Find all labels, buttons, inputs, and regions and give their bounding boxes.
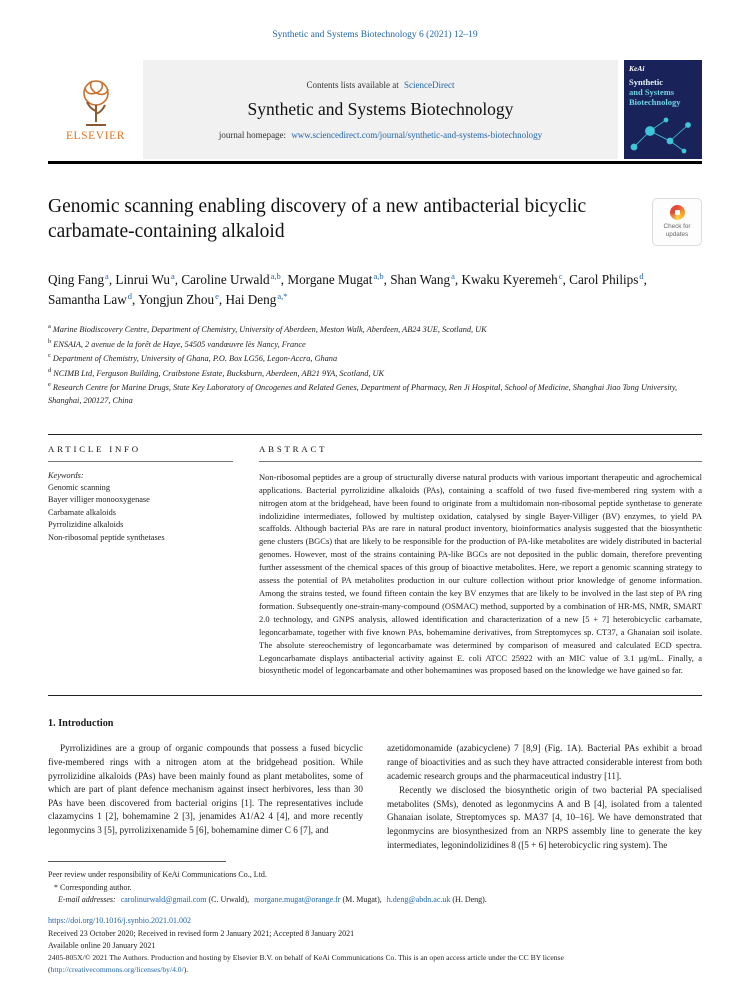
email-owner: (C. Urwald), [208,894,250,904]
affiliation-letter: a [48,322,51,330]
author [181,272,287,287]
email-owner: (M. Mugat), [342,894,382,904]
author-name: Shan Wang [390,271,451,287]
affiliation-line [48,337,702,352]
copyright-suffix: ). [183,965,189,975]
author [48,272,115,287]
cover-title-line2: and Systems [629,87,675,98]
author [461,272,569,287]
affiliation-sup: d [127,290,132,301]
email-link[interactable]: h.deng@abdn.ac.uk [386,894,451,904]
journal-reference-line [48,30,702,40]
affiliation-sup: a [451,270,455,281]
article-info-rule [48,461,233,462]
author-name: Linrui Wu [115,271,170,287]
corresponding-author-note: * Corresponding author. [54,882,132,892]
contents-lists-text: Contents lists available at [306,79,399,90]
author-name: Yongjun Zhou [138,292,215,308]
author [138,292,225,307]
introduction-paragraph: Recently we disclosed the biosynthetic origin of two bacterial PA specialised metabolites (SMs), denoted as legonmycins A and B [4], isolated from a talented Ghanaian isolate, Streptomyces sp. MA37 [4, 10–16]. We have demonstrated that legonmycins are biosynthesized from an NRPS assembly line to generate the key intermediates, legonindolizidines 8 ([5 + 6] heterobicyclic ring system). The [387,785,702,850]
sciencedirect-link[interactable]: ScienceDirect [404,79,455,90]
affiliation-text: Department of Chemistry, University of Ghana, P.O. Box LG56, Legon-Accra, Ghana [52,353,338,363]
affiliation-sup: a,* [277,290,288,301]
keyword: Genomic scanning [48,482,110,492]
author-name: Carol Philips [569,271,639,287]
author-name: Kwaku Kyeremeh [461,271,558,287]
cover-journal-title [629,77,680,108]
introduction-paragraph: Pyrrolizidines are a group of organic compounds that possess a fused bicyclic five-membered rings with a nitrogen atom at the bridgehead position. While pyrrolizidine alkaloids (PAs) have been mainly found as plant metabolites, some of which are part of plant defence mechanism against insect herbivores, less than 30 PAs have been discovered from bacterial origins [1]. The representatives include clazamycins 1 [2], bohemamine 2 [3], jenamides A1/A2 4 [4], and more recently legonmycins 3 [5], pyrrolizixenamide 5 [6], bohemamine dimer C 6 [7], and [48,743,363,836]
affiliation-sup: a,b [373,270,384,281]
license-link[interactable]: http://creativecommons.org/licenses/by/4.0/ [50,965,184,975]
copyright-text: 2405-805X/© 2021 The Authors. Production and hosting by Elsevier B.V. on behalf of KeAi Communications Co. This is an open access article under the CC BY license ( [48,953,564,975]
keyword: Pyrrolizidine alkaloids [48,520,124,530]
page-footer [48,857,702,976]
affiliation-line [48,322,702,337]
elsevier-tree-icon [74,78,118,128]
email-link[interactable]: carolinurwald@gmail.com [120,894,207,904]
abstract-bottom-rule [48,695,702,696]
affiliation-letter: c [48,352,51,360]
affiliation-sup: a [170,270,175,281]
journal-header-center [143,60,618,159]
introduction-paragraph: azetidomonamide (azabicyclene) 7 [8,9] (Fig. 1A). Bacterial PAs exhibit a broad range of bioactivities and as such they have attracted considerable interest from both academic research groups and the pharmaceutical industry [11]. [387,743,702,781]
email-owner: (H. Deng). [452,894,487,904]
crossmark-icon [670,205,685,220]
abstract-text: Non-ribosomal peptides are a group of structurally diverse natural products with various important therapeutic and agrochemical applications. Bacterial pyrrolizidine alkaloids (PAs), containing a scaffold of two fused five-membered ring system with a nitrogen atom at the bridgehead, have been found to originate from a multidomain non-ribosomal peptide synthetase to generate indolizidine intermediates, followed by multistep oxidation, catalysed by single Bayer-Villiger (BV) enzymes, to yield PA scaffolds. Although bacterial PAs are rare in natural product inventory, bioinformatics analysis suggested that the biosynthetic gene clusters (BGCs) that are likely to be responsible for the production of PA-like metabolites are widely distributed in bacterial genomes. However, most of the strains containing PA-like BGCs are not deposited in the public domain, therefore preventing further assessment of the chemical spaces of this group of bioactive metabolites. Here, we report a genomic scanning strategy to assess the potential of PA metabolites production in our culture collection without prior knowledge of genome information. Among the strains tested, we found fifteen contain the key BV enzymes that are likely to be involved in the last step of PA ring formation. Subsequently one-strain-many-compound (OSMAC) method, supported by a combination of HR-MS, NMR, SMART 2.0 technology, and GNPS analysis, allowed identification and characterization of a new [5 + 7] heterobicyclic carbamate, legoncarbamate, together with five known PAs, bohemamine derivatives, from Streptomyces sp. CT37, a Ghanaian soil isolate. The absolute stereochemistry of legoncarbamate was determined by comparison of measured and calculated ECD spectra. Legoncarbamate displays antibacterial activity against E. coli ATCC 25922 with an MIC value of 3.1 μg/mL. Finally, a biosynthetic model of legoncarbamate and other bohemamines was proposed based on the knowledge we have gained so far. [259,471,702,676]
author [569,272,647,287]
affiliation-sup: d [639,270,644,281]
cover-title-line1: Synthetic [629,77,663,87]
check-for-updates-badge[interactable] [652,198,702,246]
article-info-heading: ARTICLE INFO [48,443,141,454]
affiliation-text: NCIMB Ltd, Ferguson Building, Craibstone Estate, Bucksburn, Aberdeen, AB21 9YA, Scotland, UK [53,368,385,378]
author [225,292,287,307]
affiliation-sup: a,b [270,270,281,281]
affiliation-line [48,366,702,381]
affiliation-letter: e [48,381,51,389]
affiliation-text: ENSAIA, 2 avenue de la forêt de Haye, 54505 vandœuvre lès Nancy, France [53,339,306,349]
affiliation-text: Research Centre for Marine Drugs, State Key Laboratory of Oncogenes and Related Genes, Department of Pharmacy, Ren Ji Hospital, School of Medicine, Shanghai Jiao Tong University, Shanghai, 200127, China [48,383,678,405]
affiliation-letter: d [48,366,52,374]
cover-network-graphic [626,115,700,157]
author-name: Qing Fang [48,271,105,287]
copyright-line [48,952,702,976]
keyword: Carbamate alkaloids [48,507,116,517]
keyword: Non-ribosomal peptide synthetases [48,532,165,542]
affiliations [48,322,702,408]
affiliation-sup: a [105,270,109,281]
abstract-heading: ABSTRACT [259,443,328,454]
doi-link[interactable]: https://doi.org/10.1016/j.synbio.2021.01.002 [48,916,191,926]
author [390,272,461,287]
journal-homepage-line [219,130,542,140]
affiliation-sup: e [215,290,219,301]
check-for-updates-label: Check for updates [663,222,691,238]
keyword: Bayer villiger monooxygenase [48,495,150,505]
affiliation-line [48,351,702,366]
body-column-left [48,716,363,852]
affiliation-letter: b [48,337,52,345]
elsevier-logo[interactable] [48,60,143,159]
cover-title-line3: Biotechnology [629,97,681,108]
author-list [48,270,658,310]
journal-homepage-link[interactable]: www.sciencedirect.com/journal/synthetic-and-systems-biotechnology [291,129,543,140]
peer-review-note: Peer review under responsibility of KeAi Communications Co., Ltd. [48,870,267,880]
email-addresses-line [48,894,702,906]
author [287,272,390,287]
abstract-column [259,444,702,678]
affiliation-line [48,380,702,407]
journal-title: Synthetic and Systems Biotechnology [247,98,514,119]
article-title: Genomic scanning enabling discovery of a new antibacterial bicyclic carbamate-containing alkaloid [48,195,587,243]
article-body [48,716,702,852]
keai-logo: KeAi [629,64,645,73]
info-abstract-section [48,434,702,678]
article-info-column [48,444,233,678]
body-column-right [387,716,702,852]
author [48,292,138,307]
introduction-heading: 1. Introduction [48,718,114,730]
author-name: Morgane Mugat [287,271,373,287]
title-row [48,194,702,246]
keywords-label: Keywords: [48,470,84,480]
affiliation-sup: c [558,270,563,281]
affiliation-text: Marine Biodiscovery Centre, Department of Chemistry, University of Aberdeen, Meston Walk, Aberdeen, AB24 3UE, Scotland, UK [52,324,487,334]
journal-header-box [48,60,618,159]
header-rule [48,161,702,164]
footnote-rule [48,861,226,862]
contents-lists-line [307,80,455,90]
author-name: Samantha Law [48,292,127,308]
journal-header [48,60,702,159]
publication-info [48,915,702,976]
available-online: Available online 20 January 2021 [48,941,156,951]
email-label: E-mail addresses: [58,894,116,904]
author-name: Hai Deng [225,292,277,308]
author-name: Caroline Urwald [181,271,270,287]
email-link[interactable]: morgane.mugat@orange.fr [254,894,341,904]
received-dates: Received 23 October 2020; Received in revised form 2 January 2021; Accepted 8 January 2021 [48,928,355,938]
journal-cover-thumbnail[interactable] [624,60,702,159]
elsevier-wordmark: ELSEVIER [65,129,126,142]
homepage-label: journal homepage: [218,129,287,140]
author [115,272,181,287]
journal-reference-link[interactable]: Synthetic and Systems Biotechnology 6 (2021) 12–19 [272,30,478,40]
abstract-rule [259,461,702,462]
